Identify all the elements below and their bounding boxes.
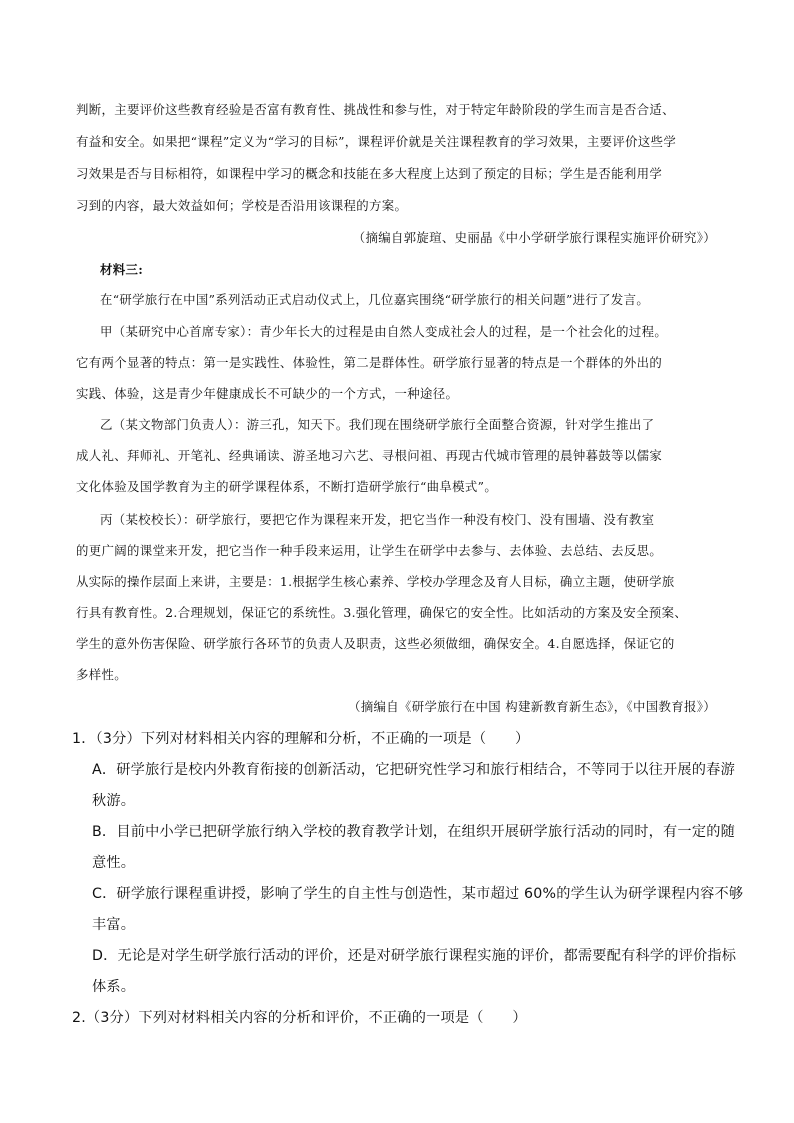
speaker-c-line-5: 学生的意外伤害保险、研学旅行各环节的负责人及职责，这些必须做细，确保安全。4.自愿选择，保证它的 — [76, 636, 675, 651]
q1-option-d: D．无论是对学生研学旅行活动的评价，还是对研学旅行课程实施的评价，都需要配有科学的评价指标 — [92, 948, 737, 964]
source-citation-2: （摘编自郭旋瑄、史丽晶《中小学研学旅行课程实施评价研究》） — [352, 230, 716, 245]
speaker-c-line-3: 从实际的操作层面上来讲，主要是：1.根据学生核心素养、学校办学理念及育人目标，确立主题，使研学旅 — [76, 574, 675, 589]
speaker-c-line-2: 的更广阔的课堂来开发，把它当作一种手段来运用，让学生在研学中去参与、去体验、去总结、去反思。 — [76, 543, 663, 558]
q1-option-b-cont: 意性。 — [92, 855, 136, 871]
speaker-b-line-2: 成人礼、拜师礼、开笔礼、经典诵读、游圣地习六艺、寻根问祖、再现古代城市管理的晨钟暮鼓等以儒家 — [76, 448, 663, 463]
question-2-stem: 2.（3分）下列对材料相关内容的分析和评价，不正确的一项是（ ） — [72, 1010, 527, 1026]
speaker-b-line-3: 文化体验及国学教育为主的研学课程体系，不断打造研学旅行“曲阜模式”。 — [76, 479, 498, 494]
speaker-a-line-1: 甲（某研究中心首席专家）：青少年长大的过程是由自然人变成社会人的过程，是一个社会化的过程。 — [100, 324, 668, 339]
question-1-stem: 1．（3分）下列对材料相关内容的理解和分析，不正确的一项是（ ） — [72, 731, 530, 747]
q1-option-a-cont: 秋游。 — [92, 793, 136, 809]
speaker-a-line-3: 实践、体验，这是青少年健康成长不可缺少的一个方式，一种途径。 — [76, 386, 459, 401]
intro-line-1: 判断，主要评价这些教育经验是否富有教育性、挑战性和参与性，对于特定年龄阶段的学生而言是否合适、 — [76, 102, 675, 117]
speaker-c-line-4: 行具有教育性。2.合理规划，保证它的系统性。3.强化管理，确保它的安全性。比如活动的方案及安全预案、 — [76, 605, 688, 620]
q1-option-c-cont: 丰富。 — [92, 917, 136, 933]
intro-line-3: 习效果是否与目标相符，如课程中学习的概念和技能在多大程度上达到了预定的目标；学生是否能利用学 — [76, 166, 663, 181]
material3-heading: 材料三: — [100, 262, 144, 277]
q1-option-a: A．研学旅行是校内外教育衔接的创新活动，它把研究性学习和旅行相结合，不等同于以往开展的春游 — [92, 762, 735, 778]
speaker-c-line-6: 多样性。 — [76, 667, 127, 682]
q1-option-b: B．目前中小学已把研学旅行纳入学校的教育教学计划，在组织开展研学旅行活动的同时，有一定的随 — [92, 824, 735, 840]
speaker-b-line-1: 乙（某文物部门负责人）：游三孔，知天下。我们现在围绕研学旅行全面整合资源，针对学生推出了 — [100, 417, 655, 432]
intro-line-4: 习到的内容，最大效益如何；学校是否沿用该课程的方案。 — [76, 198, 408, 213]
source-citation-3: （摘编自《研学旅行在中国 构建新教育新生态》，《中国教育报》） — [348, 699, 716, 714]
speaker-c-line-1: 丙（某校校长）：研学旅行，要把它作为课程来开发，把它当作一种没有校门、没有围墙、没有教室 — [100, 512, 655, 527]
material3-intro: 在“研学旅行在中国”系列活动正式启动仪式上，几位嘉宾围绕“研学旅行的相关问题”进行了发言。 — [100, 292, 650, 307]
q1-option-c: C．研学旅行课程重讲授，影响了学生的自主性与创造性，某市超过 60%的学生认为研学课程内容不够 — [92, 886, 744, 902]
speaker-a-line-2: 它有两个显著的特点：第一是实践性、体验性，第二是群体性。研学旅行显著的特点是一个群体的外出的 — [76, 355, 663, 370]
q1-option-d-cont: 体系。 — [92, 979, 136, 995]
intro-line-2: 有益和安全。如果把“课程”定义为“学习的目标”，课程评价就是关注课程教育的学习效果，主要评价这些学 — [76, 134, 677, 149]
